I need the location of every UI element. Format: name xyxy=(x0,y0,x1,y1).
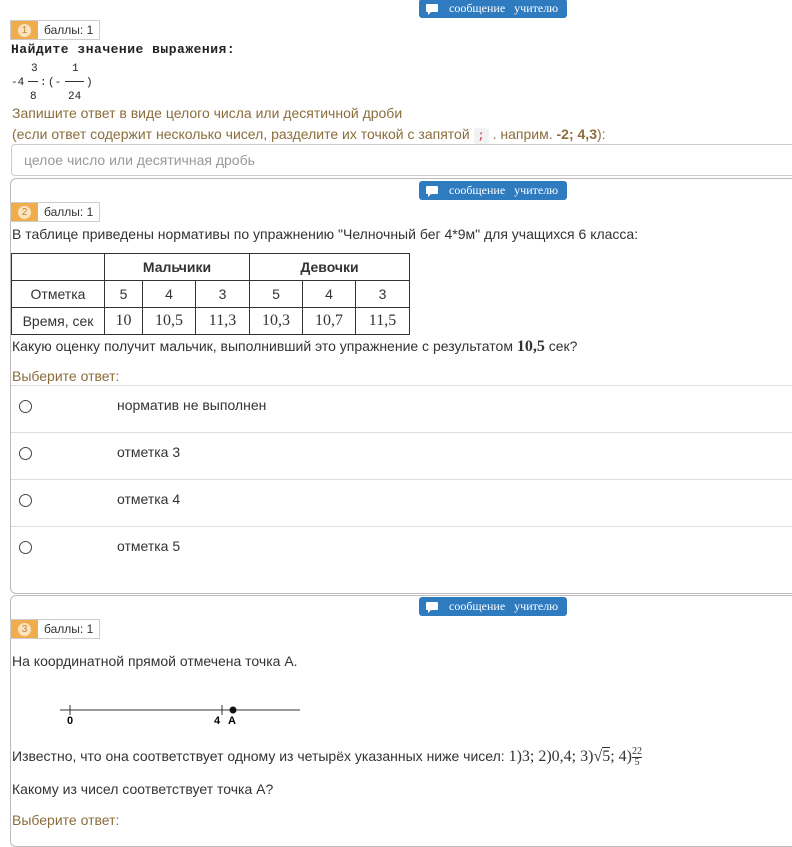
q1-hint: Запишите ответ в виде целого числа или десятичной дроби xyxy=(12,105,403,121)
answer-option[interactable]: отметка 3 xyxy=(11,432,792,479)
label-4: 4 xyxy=(214,715,221,727)
radio-button[interactable] xyxy=(19,400,32,413)
question-number: 3 xyxy=(18,623,31,636)
radio-button[interactable] xyxy=(19,541,32,554)
answer-input[interactable]: целое число или десятичная дробь xyxy=(11,144,792,176)
norms-table: Мальчики Девочки Отметка 5 4 3 5 4 3 Время, сек 10 10,5 11,3 10,3 10,7 11,5 xyxy=(11,253,410,335)
chat-icon xyxy=(426,4,438,12)
q3-question: Какому из чисел соответствует точка А? xyxy=(12,781,274,797)
message-teacher-button[interactable]: сообщение учителю xyxy=(419,597,567,616)
choose-answer-label: Выберите ответ: xyxy=(12,368,120,384)
choose-answer-label: Выберите ответ: xyxy=(12,812,120,828)
message-teacher-button[interactable]: сообщение учителю xyxy=(419,0,567,18)
q3-known: Известно, что она соответствует одному из четырёх указанных ниже чисел: 1)3; 2)0,4; 3)√5; 4) $\frac{22}{5}$ xyxy=(12,746,642,768)
radio-button[interactable] xyxy=(19,447,32,460)
score-badge: 1 баллы: 1 xyxy=(10,20,100,40)
q1-expression: 3 -4 : (- 1 ) 8 24 xyxy=(11,63,93,103)
score-badge: 3 баллы: 1 xyxy=(10,619,100,639)
q2-prompt: В таблице приведены нормативы по упражнению "Челночный бег 4*9м" для учащихся 6 класса: xyxy=(12,226,639,242)
message-teacher-button[interactable]: сообщение учителю xyxy=(419,181,567,200)
score-badge: 2 баллы: 1 xyxy=(10,202,100,222)
q1-hint-format: (если ответ содержит несколько чисел, разделите их точкой с запятой ; . наприм. -2; 4,3): xyxy=(12,126,606,143)
radio-button[interactable] xyxy=(19,494,32,507)
number-line xyxy=(55,700,305,730)
question-number: 1 xyxy=(18,24,31,37)
q2-question: Какую оценку получит мальчик, выполнивший это упражнение с результатом 10,5 сек? xyxy=(12,338,578,355)
answer-option[interactable]: отметка 4 xyxy=(11,479,792,526)
point-a xyxy=(230,707,237,714)
answer-option[interactable]: норматив не выполнен xyxy=(11,385,792,432)
chat-icon xyxy=(426,186,438,194)
chat-icon xyxy=(426,602,438,610)
question-number: 2 xyxy=(18,206,31,219)
label-0: 0 xyxy=(67,715,74,727)
q3-prompt: На координатной прямой отмечена точка А. xyxy=(12,653,298,669)
q1-prompt: Найдите значение выражения: xyxy=(11,42,236,57)
answer-option[interactable]: отметка 5 xyxy=(11,526,792,573)
label-a: A xyxy=(228,715,236,727)
